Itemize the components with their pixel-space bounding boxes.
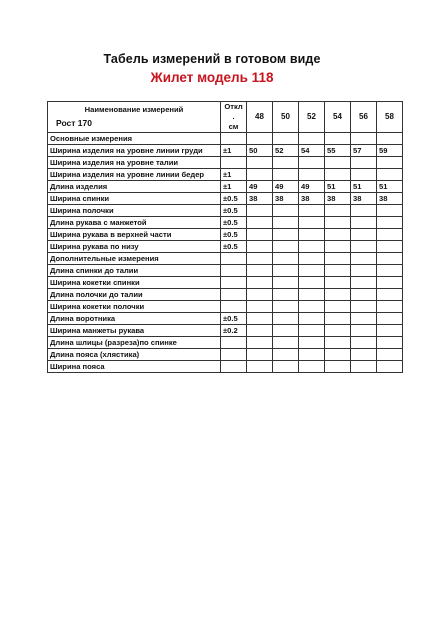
size-value-cell xyxy=(247,289,273,301)
header-size-cell: 56 xyxy=(351,102,377,133)
size-value-cell xyxy=(247,241,273,253)
size-value-cell xyxy=(247,169,273,181)
size-value-cell xyxy=(377,313,403,325)
size-value-cell xyxy=(377,241,403,253)
size-value-cell xyxy=(377,277,403,289)
size-value-cell xyxy=(299,157,325,169)
table-body xyxy=(48,133,403,373)
table-row xyxy=(48,277,403,289)
size-value-cell xyxy=(299,253,325,265)
tolerance-cell xyxy=(221,253,247,265)
size-value-cell: 38 xyxy=(351,193,377,205)
size-value-cell xyxy=(247,133,273,145)
size-value-cell xyxy=(351,313,377,325)
measurement-name-cell: Ширина изделия на уровне линии бедер xyxy=(48,169,221,181)
header-tolerance-line: . xyxy=(232,112,235,121)
table-row xyxy=(48,217,403,229)
tolerance-cell: ±0.5 xyxy=(221,241,247,253)
size-value-cell xyxy=(273,301,299,313)
measurement-name-cell: Ширина спинки xyxy=(48,193,221,205)
size-value-cell xyxy=(325,325,351,337)
table-row xyxy=(48,253,403,265)
size-value-cell xyxy=(351,133,377,145)
size-value-cell xyxy=(377,157,403,169)
table-row xyxy=(48,205,403,217)
size-value-cell xyxy=(325,289,351,301)
size-value-cell xyxy=(299,205,325,217)
tolerance-cell xyxy=(221,301,247,313)
size-value-cell: 51 xyxy=(325,181,351,193)
measurement-name-cell: Длина рукава с манжетой xyxy=(48,217,221,229)
size-value-cell xyxy=(247,217,273,229)
size-value-cell xyxy=(273,241,299,253)
measurement-name-cell: Ширина рукава в верхней части xyxy=(48,229,221,241)
header-size-cell: 58 xyxy=(377,102,403,133)
header-tolerance-line: см xyxy=(228,122,239,131)
table-row xyxy=(48,145,403,157)
size-value-cell xyxy=(351,265,377,277)
size-value-cell xyxy=(377,361,403,373)
size-value-cell: 55 xyxy=(325,145,351,157)
size-value-cell xyxy=(273,133,299,145)
size-value-cell: 52 xyxy=(273,145,299,157)
size-value-cell: 59 xyxy=(377,145,403,157)
tolerance-cell xyxy=(221,337,247,349)
header-name-label: Наименование измерений xyxy=(84,105,184,114)
tolerance-cell xyxy=(221,265,247,277)
size-value-cell xyxy=(273,169,299,181)
size-value-cell xyxy=(247,157,273,169)
size-value-cell: 38 xyxy=(377,193,403,205)
size-value-cell xyxy=(299,277,325,289)
table-row xyxy=(48,313,403,325)
measurement-name-cell: Ширина полочки xyxy=(48,205,221,217)
size-value-cell xyxy=(351,361,377,373)
header-tolerance-line: Откл xyxy=(224,102,243,111)
size-value-cell xyxy=(351,349,377,361)
table-header-row xyxy=(48,102,403,133)
size-value-cell xyxy=(247,205,273,217)
size-value-cell xyxy=(351,301,377,313)
size-value-cell xyxy=(247,361,273,373)
size-value-cell: 50 xyxy=(247,145,273,157)
size-value-cell xyxy=(351,337,377,349)
size-value-cell xyxy=(351,325,377,337)
tolerance-cell xyxy=(221,361,247,373)
size-value-cell xyxy=(377,253,403,265)
size-value-cell: 38 xyxy=(325,193,351,205)
size-value-cell xyxy=(351,157,377,169)
table-row xyxy=(48,229,403,241)
table-row xyxy=(48,289,403,301)
size-value-cell: 49 xyxy=(299,181,325,193)
size-value-cell: 57 xyxy=(351,145,377,157)
size-value-cell xyxy=(299,169,325,181)
header-tolerance-cell xyxy=(221,102,247,133)
tolerance-cell xyxy=(221,277,247,289)
size-value-cell: 38 xyxy=(299,193,325,205)
size-value-cell xyxy=(377,217,403,229)
size-value-cell xyxy=(377,265,403,277)
size-value-cell xyxy=(325,205,351,217)
size-value-cell xyxy=(273,313,299,325)
size-value-cell: 54 xyxy=(299,145,325,157)
tolerance-cell xyxy=(221,289,247,301)
model-subtitle: Жилет модель 118 xyxy=(150,70,274,85)
measurement-name-cell: Основные измерения xyxy=(48,133,221,145)
table-row xyxy=(48,301,403,313)
size-value-cell xyxy=(351,229,377,241)
measurement-name-cell: Длина пояса (хлястика) xyxy=(48,349,221,361)
size-value-cell xyxy=(299,349,325,361)
size-value-cell xyxy=(325,277,351,289)
tolerance-cell xyxy=(221,157,247,169)
measurement-name-cell: Длина шлицы (разреза)по спинке xyxy=(48,337,221,349)
size-value-cell xyxy=(377,337,403,349)
measurement-table xyxy=(47,101,403,373)
size-value-cell xyxy=(247,277,273,289)
size-value-cell xyxy=(377,289,403,301)
size-value-cell xyxy=(247,325,273,337)
size-value-cell xyxy=(377,169,403,181)
size-value-cell xyxy=(299,265,325,277)
size-value-cell xyxy=(325,361,351,373)
tolerance-cell: ±0.2 xyxy=(221,325,247,337)
size-value-cell xyxy=(325,157,351,169)
size-value-cell xyxy=(325,229,351,241)
size-value-cell xyxy=(247,301,273,313)
size-value-cell: 51 xyxy=(351,181,377,193)
size-value-cell xyxy=(377,325,403,337)
table-row xyxy=(48,169,403,181)
size-value-cell xyxy=(299,289,325,301)
size-value-cell xyxy=(299,229,325,241)
measurement-name-cell: Длина воротника xyxy=(48,313,221,325)
size-value-cell xyxy=(299,301,325,313)
tolerance-cell: ±0.5 xyxy=(221,217,247,229)
size-value-cell xyxy=(273,205,299,217)
size-value-cell xyxy=(325,169,351,181)
measurement-name-cell: Длина спинки до талии xyxy=(48,265,221,277)
size-value-cell xyxy=(299,133,325,145)
size-value-cell xyxy=(351,217,377,229)
table-row xyxy=(48,193,403,205)
size-value-cell xyxy=(325,301,351,313)
size-value-cell xyxy=(377,349,403,361)
size-value-cell xyxy=(377,133,403,145)
table-row xyxy=(48,349,403,361)
size-value-cell xyxy=(351,169,377,181)
measurement-name-cell: Ширина кокетки спинки xyxy=(48,277,221,289)
size-value-cell xyxy=(325,217,351,229)
size-value-cell xyxy=(247,229,273,241)
size-value-cell xyxy=(273,229,299,241)
size-value-cell xyxy=(325,337,351,349)
size-value-cell xyxy=(299,313,325,325)
size-value-cell xyxy=(325,253,351,265)
size-value-cell xyxy=(351,241,377,253)
tolerance-cell: ±1 xyxy=(221,169,247,181)
size-value-cell: 49 xyxy=(247,181,273,193)
size-value-cell xyxy=(325,133,351,145)
size-value-cell xyxy=(273,349,299,361)
measurement-name-cell: Ширина пояса xyxy=(48,361,221,373)
size-value-cell xyxy=(299,361,325,373)
size-value-cell xyxy=(273,265,299,277)
size-value-cell xyxy=(273,277,299,289)
table-row xyxy=(48,325,403,337)
tolerance-cell: ±1 xyxy=(221,181,247,193)
size-value-cell xyxy=(325,313,351,325)
size-value-cell xyxy=(273,361,299,373)
table-row xyxy=(48,337,403,349)
header-size-cell: 52 xyxy=(299,102,325,133)
size-value-cell xyxy=(325,349,351,361)
table-row xyxy=(48,241,403,253)
size-value-cell xyxy=(273,217,299,229)
size-value-cell xyxy=(351,277,377,289)
measurement-name-cell: Ширина изделия на уровне талии xyxy=(48,157,221,169)
tolerance-cell: ±0.5 xyxy=(221,205,247,217)
size-value-cell xyxy=(273,253,299,265)
size-value-cell xyxy=(247,265,273,277)
size-value-cell xyxy=(273,289,299,301)
size-value-cell xyxy=(377,229,403,241)
measurement-name-cell: Длина полочки до талии xyxy=(48,289,221,301)
size-value-cell xyxy=(247,313,273,325)
measurement-name-cell: Ширина рукава по низу xyxy=(48,241,221,253)
size-value-cell xyxy=(351,289,377,301)
size-value-cell xyxy=(273,325,299,337)
table-row xyxy=(48,265,403,277)
header-size-cell: 48 xyxy=(247,102,273,133)
header-name-cell xyxy=(48,102,221,133)
size-value-cell xyxy=(299,325,325,337)
size-value-cell: 51 xyxy=(377,181,403,193)
size-value-cell xyxy=(377,301,403,313)
size-value-cell: 38 xyxy=(273,193,299,205)
measurement-name-cell: Ширина изделия на уровне линии груди xyxy=(48,145,221,157)
table-row xyxy=(48,361,403,373)
tolerance-cell: ±0.5 xyxy=(221,193,247,205)
tolerance-cell xyxy=(221,349,247,361)
size-value-cell: 38 xyxy=(247,193,273,205)
size-value-cell xyxy=(351,253,377,265)
header-size-cell: 54 xyxy=(325,102,351,133)
tolerance-cell: ±0.5 xyxy=(221,229,247,241)
size-value-cell xyxy=(299,337,325,349)
size-value-cell: 49 xyxy=(273,181,299,193)
header-height-label: Рост 170 xyxy=(56,118,92,128)
table-row xyxy=(48,181,403,193)
header-size-cell: 50 xyxy=(273,102,299,133)
tolerance-cell: ±0.5 xyxy=(221,313,247,325)
tolerance-cell xyxy=(221,133,247,145)
page-title: Табель измерений в готовом виде xyxy=(103,52,321,66)
size-value-cell xyxy=(273,337,299,349)
measurement-name-cell: Ширина манжеты рукава xyxy=(48,325,221,337)
size-value-cell xyxy=(299,217,325,229)
size-value-cell xyxy=(377,205,403,217)
tolerance-cell: ±1 xyxy=(221,145,247,157)
table-row xyxy=(48,157,403,169)
size-value-cell xyxy=(325,265,351,277)
size-value-cell xyxy=(247,253,273,265)
size-value-cell xyxy=(351,205,377,217)
size-value-cell xyxy=(299,241,325,253)
size-value-cell xyxy=(247,337,273,349)
measurement-name-cell: Длина изделия xyxy=(48,181,221,193)
measurement-name-cell: Дополнительные измерения xyxy=(48,253,221,265)
size-value-cell xyxy=(247,349,273,361)
measurement-name-cell: Ширина кокетки полочки xyxy=(48,301,221,313)
size-value-cell xyxy=(273,157,299,169)
size-value-cell xyxy=(325,241,351,253)
table-row xyxy=(48,133,403,145)
